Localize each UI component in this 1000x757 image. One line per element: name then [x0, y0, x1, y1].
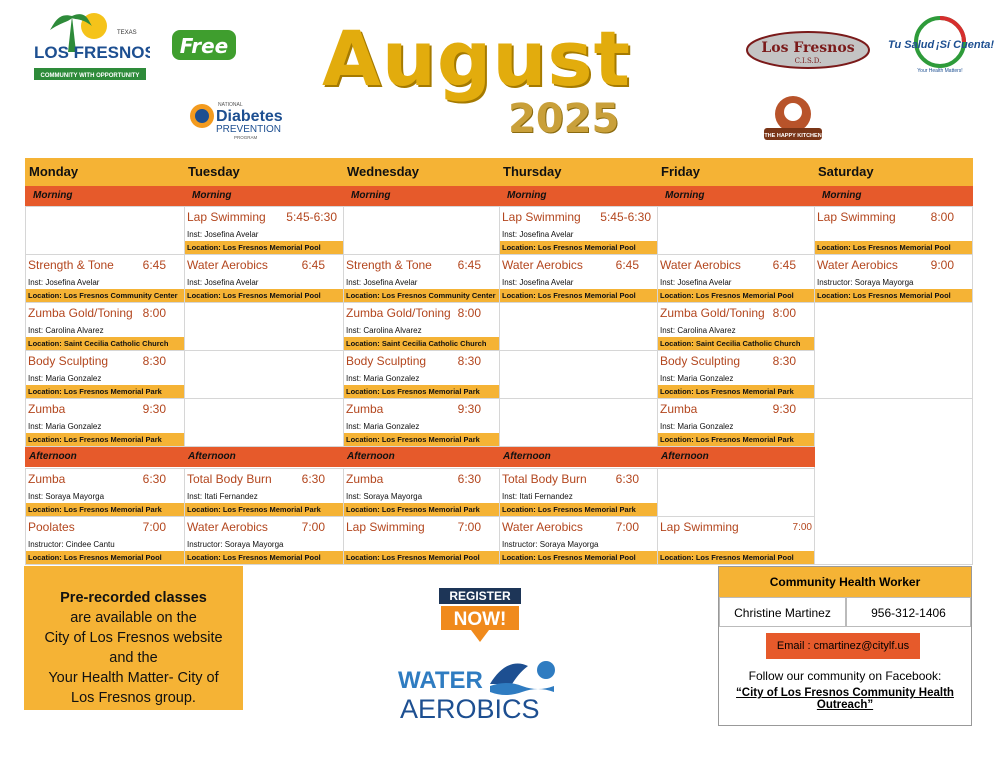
morning-label: Morning — [499, 186, 658, 206]
svg-text:PROGRAM: PROGRAM — [234, 135, 258, 140]
class-time: 6:30 — [457, 472, 481, 486]
prerecorded-text: City of Los Fresnos website — [44, 630, 223, 646]
class-name: Poolates — [28, 520, 75, 534]
class-name: Zumba Gold/Toning — [28, 306, 133, 320]
class-slot — [25, 254, 185, 303]
class-slot — [25, 516, 185, 565]
class-location: Location: Los Fresnos Community Center — [344, 289, 499, 302]
class-time: 9:30 — [772, 402, 796, 416]
class-name: Body Sculpting — [660, 354, 741, 368]
class-location: Location: Los Fresnos Memorial Park — [500, 503, 657, 516]
day-header-tuesday: Tuesday — [184, 158, 344, 186]
empty-slot — [657, 206, 815, 255]
class-slot — [343, 398, 500, 447]
los-fresnos-logo — [28, 4, 150, 88]
class-instructor: Inst: Maria Gonzalez — [346, 422, 420, 431]
class-name: Lap Swimming — [187, 210, 266, 224]
svg-text:¡Sí Cuenta!: ¡Sí Cuenta! — [936, 39, 994, 51]
empty-slot — [499, 302, 658, 351]
class-location: Location: Los Fresnos Memorial Pool — [500, 551, 657, 564]
svg-text:Tu Salud: Tu Salud — [888, 39, 935, 51]
class-time: 6:30 — [301, 472, 325, 486]
class-time: 8:30 — [457, 354, 481, 368]
class-location: Location: Los Fresnos Memorial Pool — [815, 289, 972, 302]
happy-kitchen-logo — [760, 92, 826, 146]
community-health-worker-card — [718, 566, 972, 726]
class-location: Location: Los Fresnos Memorial Pool — [185, 241, 343, 254]
class-time: 8:00 — [930, 210, 954, 224]
empty-slot — [184, 350, 344, 399]
class-instructor: Inst: Carolina Alvarez — [346, 326, 422, 335]
afternoon-label: Afternoon — [499, 447, 658, 467]
class-time: 9:30 — [142, 402, 166, 416]
svg-text:TEXAS: TEXAS — [117, 30, 137, 36]
class-name: Water Aerobics — [187, 520, 268, 534]
class-slot — [25, 302, 185, 351]
water-aerobics-logo — [398, 650, 568, 722]
morning-label: Morning — [657, 186, 815, 206]
class-slot — [499, 206, 658, 255]
chw-name: Christine Martinez — [719, 597, 846, 627]
empty-slot — [343, 206, 500, 255]
class-instructor: Instructor: Soraya Mayorga — [502, 540, 599, 549]
class-name: Zumba — [28, 402, 66, 416]
day-header-thursday: Thursday — [499, 158, 658, 186]
svg-text:NATIONAL: NATIONAL — [218, 102, 243, 108]
class-name: Water Aerobics — [502, 258, 583, 272]
prerecorded-text: are available on the — [70, 610, 197, 626]
class-location: Location: Los Fresnos Memorial Pool — [344, 551, 499, 564]
class-slot — [343, 516, 500, 565]
class-location: Location: Saint Cecilia Catholic Church — [344, 337, 499, 350]
class-time: 8:00 — [457, 306, 481, 320]
diabetes-prevention-logo — [186, 94, 286, 142]
day-header-monday: Monday — [25, 158, 185, 186]
svg-text:Diabetes: Diabetes — [216, 108, 283, 125]
chw-title: Community Health Worker — [719, 567, 971, 597]
class-location: Location: Saint Cecilia Catholic Church — [658, 337, 814, 350]
facebook-page-link[interactable]: “City of Los Fresnos Community Health Outreach” — [736, 687, 954, 711]
morning-label: Morning — [343, 186, 500, 206]
class-time: 8:30 — [772, 354, 796, 368]
class-location: Location: Los Fresnos Memorial Pool — [185, 289, 343, 302]
class-slot — [25, 398, 185, 447]
class-instructor: Inst: Maria Gonzalez — [660, 422, 734, 431]
class-name: Lap Swimming — [502, 210, 581, 224]
svg-text:Your Health Matters!: Your Health Matters! — [917, 68, 963, 74]
class-instructor: Instructor: Cindee Cantu — [28, 540, 115, 549]
class-time: 6:45 — [301, 258, 325, 272]
class-location: Location: Los Fresnos Memorial Pool — [815, 241, 972, 254]
class-name: Zumba — [660, 402, 698, 416]
svg-text:Los Fresnos: Los Fresnos — [761, 40, 855, 56]
class-time: 6:30 — [142, 472, 166, 486]
class-instructor: Inst: Maria Gonzalez — [28, 422, 102, 431]
class-instructor: Inst: Carolina Alvarez — [660, 326, 736, 335]
svg-text:PREVENTION: PREVENTION — [216, 124, 282, 135]
empty-slot — [499, 350, 658, 399]
class-slot — [343, 468, 500, 517]
svg-text:COMMUNITY WITH OPPORTUNITY: COMMUNITY WITH OPPORTUNITY — [40, 73, 140, 79]
class-slot — [814, 254, 973, 303]
prerecorded-heading: Pre-recorded classes — [60, 590, 207, 606]
prerecorded-text: Los Fresnos group. — [71, 690, 196, 706]
class-slot — [184, 516, 344, 565]
class-name: Zumba Gold/Toning — [346, 306, 451, 320]
class-name: Zumba — [346, 402, 384, 416]
class-time: 8:30 — [142, 354, 166, 368]
class-name: Water Aerobics — [660, 258, 741, 272]
class-location: Location: Los Fresnos Memorial Pool — [658, 551, 814, 564]
class-name: Water Aerobics — [187, 258, 268, 272]
class-location: Location: Los Fresnos Memorial Park — [344, 433, 499, 446]
class-slot — [499, 516, 658, 565]
class-instructor: Inst: Josefina Avelar — [660, 278, 732, 287]
class-slot — [657, 516, 815, 565]
year-title: 2025 — [508, 96, 620, 142]
empty-slot — [657, 468, 815, 517]
class-instructor: Inst: Josefina Avelar — [502, 278, 574, 287]
class-slot — [814, 206, 973, 255]
chw-email[interactable]: Email : cmartinez@citylf.us — [766, 633, 920, 659]
class-slot — [343, 254, 500, 303]
empty-slot — [499, 398, 658, 447]
svg-text:LOS FRESNOS: LOS FRESNOS — [34, 43, 150, 62]
class-slot — [184, 254, 344, 303]
svg-text:THE HAPPY KITCHEN: THE HAPPY KITCHEN — [764, 133, 822, 139]
class-instructor: Inst: Soraya Mayorga — [28, 492, 105, 501]
class-location: Location: Saint Cecilia Catholic Church — [26, 337, 184, 350]
morning-label: Morning — [814, 186, 973, 206]
class-time: 9:00 — [930, 258, 954, 272]
class-time: 7:00 — [615, 520, 639, 534]
svg-text:REGISTER: REGISTER — [449, 589, 511, 603]
class-name: Total Body Burn — [502, 472, 587, 486]
class-location: Location: Los Fresnos Memorial Park — [26, 433, 184, 446]
class-time: 6:45 — [615, 258, 639, 272]
class-slot — [657, 350, 815, 399]
class-time: 9:30 — [457, 402, 481, 416]
class-instructor: Inst: Maria Gonzalez — [346, 374, 420, 383]
class-slot — [25, 350, 185, 399]
svg-text:C.I.S.D.: C.I.S.D. — [794, 57, 822, 65]
class-slot — [499, 468, 658, 517]
class-calendar — [25, 158, 973, 565]
class-time: 6:45 — [457, 258, 481, 272]
prerecorded-classes-box — [24, 566, 243, 710]
class-instructor: Inst: Josefina Avelar — [502, 230, 574, 239]
class-location: Location: Los Fresnos Memorial Pool — [185, 551, 343, 564]
class-time: 6:45 — [142, 258, 166, 272]
class-instructor: Inst: Josefina Avelar — [346, 278, 418, 287]
class-time: 6:30 — [615, 472, 639, 486]
class-instructor: Inst: Maria Gonzalez — [28, 374, 102, 383]
class-instructor: Instructor: Soraya Mayorga — [187, 540, 284, 549]
svg-text:NOW!: NOW! — [453, 609, 507, 630]
class-instructor: Inst: Josefina Avelar — [28, 278, 100, 287]
morning-label: Morning — [25, 186, 185, 206]
class-name: Lap Swimming — [817, 210, 896, 224]
class-time: 8:00 — [772, 306, 796, 320]
empty-slot — [25, 206, 185, 255]
class-instructor: Inst: Josefina Avelar — [187, 278, 259, 287]
prerecorded-text: Your Health Matter- City of — [48, 670, 219, 686]
class-instructor: Inst: Carolina Alvarez — [28, 326, 104, 335]
facebook-follow-text: Follow our community on Facebook: — [748, 669, 942, 683]
class-slot — [343, 350, 500, 399]
class-name: Zumba Gold/Toning — [660, 306, 765, 320]
month-title: August — [322, 14, 631, 103]
class-time: 8:00 — [142, 306, 166, 320]
prerecorded-text: and the — [109, 650, 158, 666]
class-name: Zumba — [346, 472, 384, 486]
class-location: Location: Los Fresnos Memorial Park — [658, 385, 814, 398]
class-name: Total Body Burn — [187, 472, 272, 486]
class-location: Location: Los Fresnos Memorial Pool — [500, 241, 657, 254]
class-instructor: Instructor: Soraya Mayorga — [817, 278, 914, 287]
empty-slot — [814, 398, 973, 565]
day-header-saturday: Saturday — [814, 158, 973, 186]
class-time: 5:45-6:30 — [600, 210, 651, 224]
los-fresnos-cisd-logo — [745, 30, 871, 70]
class-location: Location: Los Fresnos Community Center — [26, 289, 184, 302]
class-location: Location: Los Fresnos Memorial Pool — [26, 551, 184, 564]
tu-salud-si-cuenta-logo — [886, 12, 994, 82]
svg-text:WATER: WATER — [398, 667, 483, 694]
class-instructor: Inst: Josefina Avelar — [187, 230, 259, 239]
class-time: 5:45-6:30 — [286, 210, 337, 224]
class-instructor: Inst: Maria Gonzalez — [660, 374, 734, 383]
afternoon-label: Afternoon — [184, 447, 344, 467]
empty-slot — [184, 302, 344, 351]
chw-phone: 956-312-1406 — [846, 597, 971, 627]
class-slot — [499, 254, 658, 303]
empty-slot — [184, 398, 344, 447]
day-header-wednesday: Wednesday — [343, 158, 500, 186]
class-time: 7:00 — [301, 520, 325, 534]
class-slot — [657, 254, 815, 303]
day-header-friday: Friday — [657, 158, 815, 186]
class-location: Location: Los Fresnos Memorial Park — [26, 503, 184, 516]
class-name: Body Sculpting — [346, 354, 427, 368]
afternoon-label: Afternoon — [25, 447, 185, 467]
class-location: Location: Los Fresnos Memorial Park — [185, 503, 343, 516]
class-location: Location: Los Fresnos Memorial Park — [344, 385, 499, 398]
free-badge — [170, 26, 238, 64]
class-name: Strength & Tone — [28, 258, 114, 272]
class-slot — [184, 468, 344, 517]
class-slot — [657, 302, 815, 351]
class-slot — [25, 468, 185, 517]
class-name: Water Aerobics — [817, 258, 898, 272]
class-slot — [343, 302, 500, 351]
class-slot — [657, 398, 815, 447]
afternoon-label: Afternoon — [657, 447, 815, 467]
class-time: 7:00 — [792, 522, 812, 533]
class-time: 6:45 — [772, 258, 796, 272]
class-name: Zumba — [28, 472, 66, 486]
afternoon-label: Afternoon — [343, 447, 500, 467]
class-name: Lap Swimming — [660, 520, 739, 534]
class-time: 7:00 — [142, 520, 166, 534]
class-location: Location: Los Fresnos Memorial Pool — [658, 289, 814, 302]
class-name: Body Sculpting — [28, 354, 109, 368]
class-location: Location: Los Fresnos Memorial Park — [658, 433, 814, 446]
class-name: Strength & Tone — [346, 258, 432, 272]
class-name: Lap Swimming — [346, 520, 425, 534]
morning-label: Morning — [184, 186, 344, 206]
register-now-badge — [437, 586, 523, 646]
class-name: Water Aerobics — [502, 520, 583, 534]
empty-slot — [814, 302, 973, 399]
class-location: Location: Los Fresnos Memorial Park — [26, 385, 184, 398]
class-location: Location: Los Fresnos Memorial Pool — [500, 289, 657, 302]
class-instructor: Inst: Soraya Mayorga — [346, 492, 423, 501]
svg-text:Free: Free — [179, 34, 229, 58]
class-time: 7:00 — [457, 520, 481, 534]
class-instructor: Inst: Itati Fernandez — [502, 492, 573, 501]
class-location: Location: Los Fresnos Memorial Park — [344, 503, 499, 516]
svg-text:AEROBICS: AEROBICS — [400, 694, 540, 722]
class-instructor: Inst: Itati Fernandez — [187, 492, 258, 501]
class-slot — [184, 206, 344, 255]
